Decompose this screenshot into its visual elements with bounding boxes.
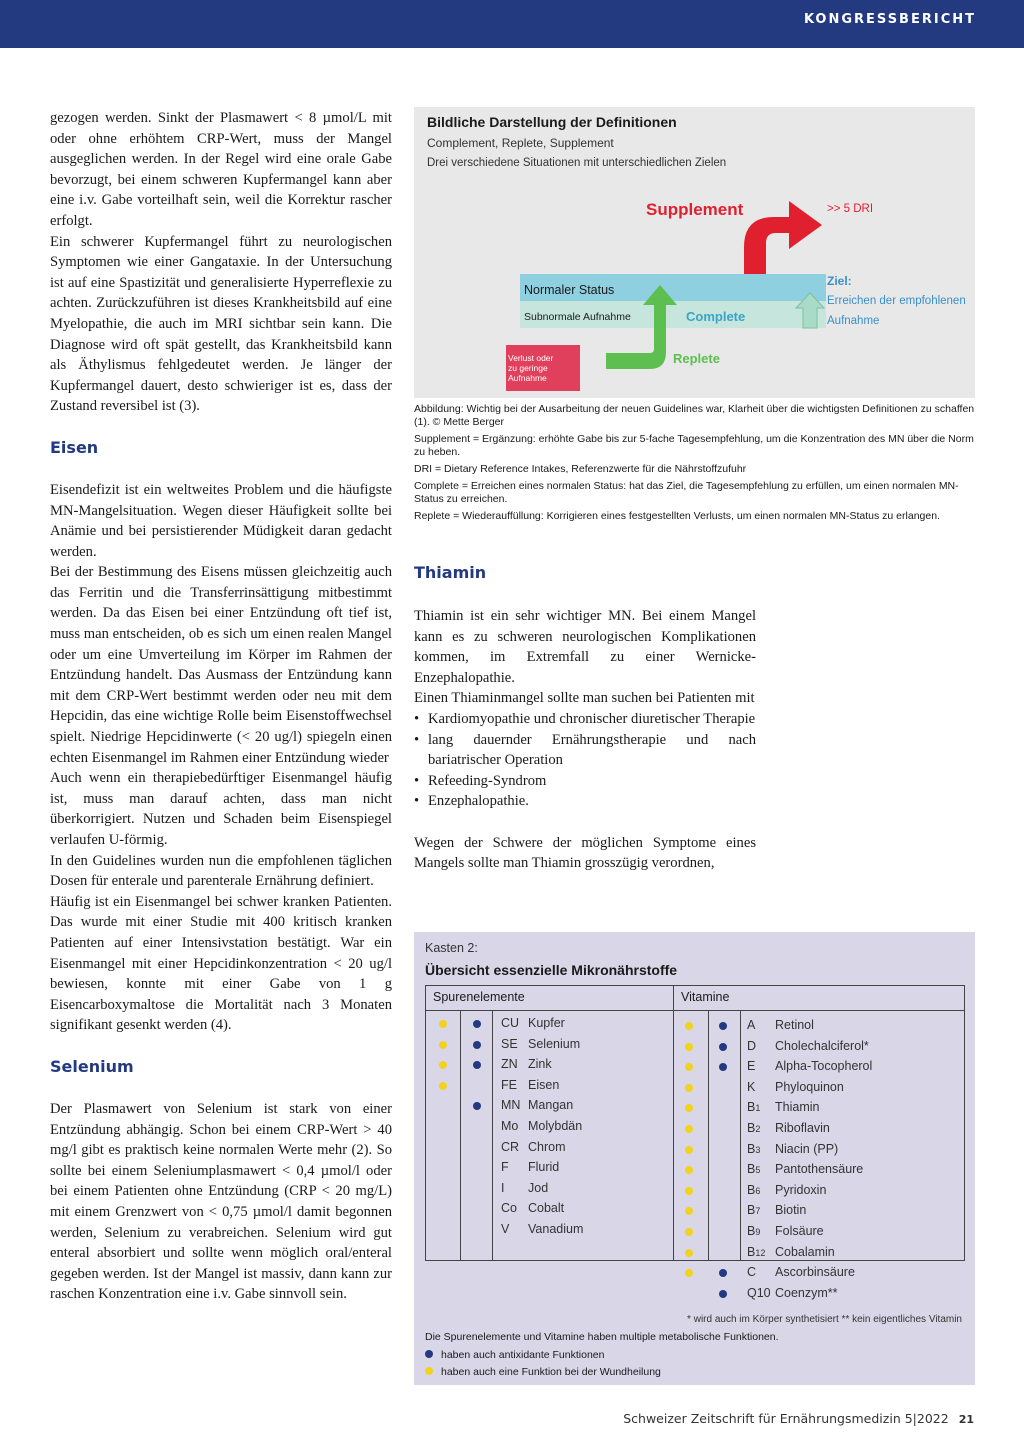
vitamin-subscript: 1 — [755, 1103, 761, 1114]
blue-dot-icon — [473, 1102, 481, 1110]
heading-eisen: Eisen — [50, 437, 99, 457]
loss-line: zu geringe — [508, 363, 548, 373]
vitamin-symbol: Q10 — [747, 1285, 771, 1300]
element-symbol: Mo — [501, 1119, 519, 1133]
list-item: • lang dauernder Ernährungstherapie und nach bariatrischer Operation — [414, 730, 756, 771]
caption-line: DRI = Dietary Reference Intakes, Referenzwerte für die Nährstoffzufuhr — [414, 463, 747, 475]
vitamin-name: Alpha-Tocopherol — [775, 1059, 873, 1074]
figure-subtitle: Complement, Replete, Supplement — [427, 136, 614, 150]
caption-line: Complete = Erreichen eines normalen Status: hat das Ziel, die Tagesempfehlung zu erfüllen, um einen normalen MN-Status zu erreichen. — [414, 480, 959, 505]
vitamin-symbol: E — [747, 1059, 756, 1074]
yellow-dot-icon — [439, 1020, 447, 1028]
blue-dot-icon — [473, 1041, 481, 1049]
vitamin-subscript: 2 — [755, 1124, 761, 1134]
col-header-vitamins: Vitamine — [681, 990, 730, 1004]
yellow-dot-icon — [439, 1061, 447, 1069]
vitamin-symbol: B5 — [747, 1162, 761, 1177]
yellow-dot-icon — [685, 1187, 693, 1195]
yellow-dot-icon — [685, 1043, 693, 1051]
paragraph: Der Plasmawert von Selenium ist stark von einer Entzündung abhängig. Schon bei einem CRP-Wert > 40 mg/l gibt es praktisch keine normalen Werte mehr (2). So sollte bei einem Seleniumplasmawert < 0,4 µmol/l oder bei einem Patienten ohne Entzündung (CRP < 20 mg/L) mit einem Grenzwert von < 0,75 µmol/l damit begonnen werden, Selenium zu verabreichen. Selenium wird gut enteral absorbiert und sollte wenn möglich oral/enteral gegeben werden. Ist der Mangel ist massiv, dann kann zur raschen Konzentration eine i.v. Gabe sinnvoll sein. — [50, 1100, 392, 1303]
legend-text: haben auch antixidante Funktionen — [441, 1349, 605, 1361]
box-note: Die Spurenelemente und Vitamine haben multiple metabolische Funktionen. — [425, 1331, 779, 1343]
vitamin-subscript: 12 — [755, 1247, 766, 1258]
element-symbol: CR — [501, 1139, 520, 1154]
vitamin-symbol: B12 — [747, 1244, 766, 1259]
loss-line: Verlust oder — [508, 353, 554, 363]
yellow-dot-icon — [685, 1104, 693, 1112]
vitamin-name: Folsäure — [775, 1224, 824, 1238]
paragraph: In den Guidelines wurden nun die empfohlenen täglichen Dosen für enterale und parenterale Ernährung definiert. — [50, 852, 392, 890]
list-item: • Enzephalopathie. — [414, 791, 756, 812]
yellow-dot-icon — [425, 1367, 433, 1375]
yellow-dot-icon — [685, 1125, 693, 1133]
yellow-dot-icon — [685, 1249, 693, 1257]
vitamin-name: Cobalamin — [775, 1244, 835, 1259]
yellow-dot-icon — [439, 1041, 447, 1049]
vitamin-symbol: B1 — [747, 1100, 761, 1115]
yellow-dot-icon — [685, 1146, 693, 1154]
vitamin-name: Pantothensäure — [775, 1162, 864, 1177]
vitamin-symbol: K — [747, 1079, 756, 1094]
blue-dot-icon — [719, 1063, 727, 1071]
vitamin-symbol: B9 — [747, 1224, 761, 1238]
element-symbol: FE — [501, 1077, 517, 1092]
element-name: Jod — [528, 1180, 549, 1195]
vitamin-name: Biotin — [775, 1203, 807, 1218]
vitamin-symbol: B7 — [747, 1203, 761, 1218]
paragraph: Häufig ist ein Eisenmangel bei schwer kranken Patienten. Das wurde mit einer Studie mit 400 kritisch kranken Patienten auf einer Intensivstation bestätigt. War ein Eisenmangel mit einer Hepcidinkonzentration < 20 ug/l bewiesen, konnte mit einer Gabe von 1 g Eisencarboxymaltose die Mortalität nach 3 Monaten signifikant gesenkt werden (4). — [50, 893, 392, 1034]
vitamin-symbol: B3 — [747, 1141, 761, 1156]
figure-title: Bildliche Darstellung der Definitionen — [427, 114, 677, 130]
element-symbol: MN — [501, 1098, 521, 1113]
legend-text: haben auch eine Funktion bei der Wundheilung — [441, 1366, 661, 1378]
vitamin-name: Retinol — [775, 1018, 814, 1032]
vitamin-name: Riboflavin — [775, 1121, 830, 1135]
yellow-dot-icon — [685, 1166, 693, 1174]
figure-subtitle: Drei verschiedene Situationen mit unterschiedlichen Zielen — [427, 157, 727, 169]
loss-line: Aufnahme — [508, 373, 547, 383]
heading-selenium: Selenium — [50, 1056, 134, 1076]
bullet-list — [414, 709, 756, 812]
yellow-dot-icon — [685, 1084, 693, 1092]
micronutrient-box — [414, 932, 975, 1385]
yellow-dot-icon — [439, 1082, 447, 1090]
vitamin-subscript: 6 — [755, 1185, 761, 1196]
element-name: Vanadium — [528, 1222, 584, 1236]
box-footnote: * wird auch im Körper synthetisiert ** kein eigentliches Vitamin — [687, 1314, 962, 1325]
header-bar — [0, 0, 1024, 48]
paragraph: Einen Thiaminmangel sollte man suchen bei Patienten mit — [414, 690, 755, 707]
element-name: Zink — [528, 1057, 552, 1072]
loss-label — [508, 353, 553, 383]
goal-title: Ziel: — [827, 274, 852, 288]
element-symbol: Co — [501, 1201, 517, 1216]
left-column — [50, 108, 392, 1305]
normal-status-label: Normaler Status — [524, 283, 615, 297]
element-name: Kupfer — [528, 1016, 565, 1030]
thiamin-section — [414, 563, 756, 874]
yellow-dot-icon — [685, 1063, 693, 1071]
supplement-arrow — [744, 201, 822, 274]
list-item: • Refeeding-Syndrom — [414, 771, 756, 792]
paragraph: Eisendefizit ist ein weltweites Problem und die häufigste MN-Mangelsituation. Wegen dieser Häufigkeit sollte bei Anämie und bei persistierender Müdigkeit daran gedacht werden. — [50, 481, 392, 560]
list-item: • Kardiomyopathie und chronischer diuretischer Therapie — [414, 709, 756, 730]
element-name: Selenium — [528, 1036, 581, 1051]
blue-dot-icon — [719, 1043, 727, 1051]
element-symbol: F — [501, 1160, 509, 1175]
vitamin-name: Ascorbinsäure — [775, 1265, 855, 1280]
paragraph: Bei der Bestimmung des Eisens müssen gleichzeitig auch das Ferritin und die Transferrinsättigung mitbestimmt werden. Da das Eisen bei einer Entzündung oft tief ist, muss man entscheiden, ob es sich um einen realen Mangel oder um eine Umverteilung im Körper im Rahmen der Entzündung handelt. Das Ausmass der Entzündung kann mit dem CRP-Wert bestimmt werden oder neu mit dem Hepcidin, das eine wichtige Rolle beim Eisenstoffwechsel spielt. Niedrige Hepcidinwerte (< 20 ug/l) spiegeln einen echten Eisenmangel im Rahmen einer Entzündung wieder — [50, 564, 392, 766]
vitamin-subscript: 5 — [755, 1165, 761, 1176]
element-symbol: V — [501, 1222, 510, 1236]
element-name: Molybdän — [528, 1119, 583, 1133]
vitamin-name: Phyloquinon — [775, 1079, 844, 1094]
replete-label: Replete — [673, 351, 720, 366]
paragraph: gezogen werden. Sinkt der Plasmawert < 8 µmol/L mit oder ohne erhöhtem CRP-Wert, muss der Mangel ausgeglichen werden. In der Regel wird eine orale Gabe bevorzugt, bei einem schweren Kupfermangel kann aber eine i.v. Gabe vorteilhaft sein, weil die Korrektur rascher erfolgt. — [50, 110, 392, 229]
caption-line: Supplement = Ergänzung: erhöhte Gabe bis zur 5-fache Tagesempfehlung, um die Konzentration des MN über die Norm zu heben. — [414, 433, 974, 458]
element-symbol: SE — [501, 1036, 518, 1051]
element-name: Flurid — [528, 1160, 560, 1175]
paragraph: Auch wenn ein therapiebedürftiger Eisenmangel häufig ist, muss man darauf achten, dass man nicht überkorrigiert. Nutzen und Schaden beim Eisenspiegel verlaufen U-förmig. — [50, 770, 392, 848]
caption-line: Abbildung: Wichtig bei der Ausarbeitung der neuen Guidelines war, Klarheit über die wichtigsten Definitionen zu schaffen (1). © Mette Berger — [414, 403, 975, 428]
micronutrient-table — [425, 985, 965, 1300]
vitamin-name: Thiamin — [775, 1100, 820, 1115]
legend-blue — [425, 1349, 604, 1361]
heading-thiamin: Thiamin — [414, 563, 487, 582]
blue-dot-icon — [425, 1350, 433, 1358]
definitions-figure — [414, 107, 975, 398]
box-title: Übersicht essenzielle Mikronährstoffe — [425, 962, 678, 978]
goal-text: Erreichen der empfohlenen — [827, 295, 966, 307]
vitamin-symbol: C — [747, 1265, 757, 1280]
element-symbol: ZN — [501, 1057, 518, 1072]
supplement-label: Supplement — [646, 200, 744, 219]
yellow-dot-icon — [685, 1207, 693, 1215]
section-label: KONGRESSBERICHT — [803, 12, 976, 27]
element-name: Chrom — [528, 1139, 566, 1154]
vitamin-symbol: A — [747, 1018, 756, 1032]
page-footer — [623, 1411, 974, 1426]
vitamin-name: Coenzym** — [775, 1285, 838, 1300]
vitamin-symbol: B6 — [747, 1182, 761, 1197]
vitamin-subscript: 7 — [755, 1206, 761, 1217]
blue-dot-icon — [719, 1022, 727, 1030]
vitamin-symbol: B2 — [747, 1121, 761, 1135]
element-symbol: I — [501, 1180, 505, 1195]
col-header-trace: Spurenelemente — [433, 990, 525, 1004]
caption-line: Replete = Wiederauffüllung: Korrigieren eines festgestellten Verlusts, um einen normalen MN-Status zu erlangen. — [414, 510, 940, 522]
element-name: Eisen — [528, 1077, 560, 1092]
vitamin-subscript: 3 — [755, 1144, 761, 1155]
vitamin-name: Pyridoxin — [775, 1182, 827, 1197]
paragraph: Ein schwerer Kupfermangel führt zu neurologischen Symptomen wie einer Gangataxie. In der Untersuchung ist auf eine Spastizität und generalisierte Hyperreflexie zu achten. Zurückzuführen ist dieses Krankheitsbild auf eine Myelopathie, die auch im MRI sichtbar sein kann. Die Diagnose wird oft spät gestellt, das Krankheitsbild kann als Äthylismus fehlgedeutet werden. Je länger der Kupfermangel dauert, desto schwieriger ist es, dass der Zustand reversibel ist (3). — [50, 233, 392, 415]
figure-caption — [414, 403, 976, 527]
blue-dot-icon — [719, 1290, 727, 1298]
yellow-dot-icon — [685, 1269, 693, 1277]
subnormal-label: Subnormale Aufnahme — [524, 311, 631, 323]
paragraph: Thiamin ist ein sehr wichtiger MN. Bei einem Mangel kann es zu schweren neurologischen Komplikationen kommen, im Extremfall zu einer Wernicke-Enzephalopathie. — [414, 608, 756, 686]
vitamin-symbol: D — [747, 1038, 757, 1053]
vitamin-name: Niacin (PP) — [775, 1141, 839, 1156]
dri-label: >> 5 DRI — [827, 203, 874, 215]
blue-dot-icon — [719, 1269, 727, 1277]
blue-dot-icon — [473, 1020, 481, 1028]
yellow-dot-icon — [685, 1228, 693, 1236]
yellow-dot-icon — [685, 1022, 693, 1030]
vitamin-name: Cholechalciferol* — [775, 1038, 869, 1053]
vitamin-subscript: 9 — [755, 1227, 761, 1237]
box-kicker: Kasten 2: — [425, 941, 478, 955]
legend-yellow — [425, 1366, 661, 1378]
element-name: Mangan — [528, 1098, 574, 1113]
element-symbol: CU — [501, 1016, 520, 1030]
goal-text: Aufnahme — [827, 315, 880, 327]
paragraph: Wegen der Schwere der möglichen Symptome eines Mangels sollte man Thiamin grosszügig verordnen, — [414, 834, 756, 872]
element-name: Cobalt — [528, 1201, 565, 1216]
journal-name: Schweizer Zeitschrift für Ernährungsmedizin 5|2022 — [623, 1411, 949, 1426]
blue-dot-icon — [473, 1061, 481, 1069]
page-number: 21 — [958, 1413, 974, 1426]
complete-label: Complete — [686, 309, 746, 324]
